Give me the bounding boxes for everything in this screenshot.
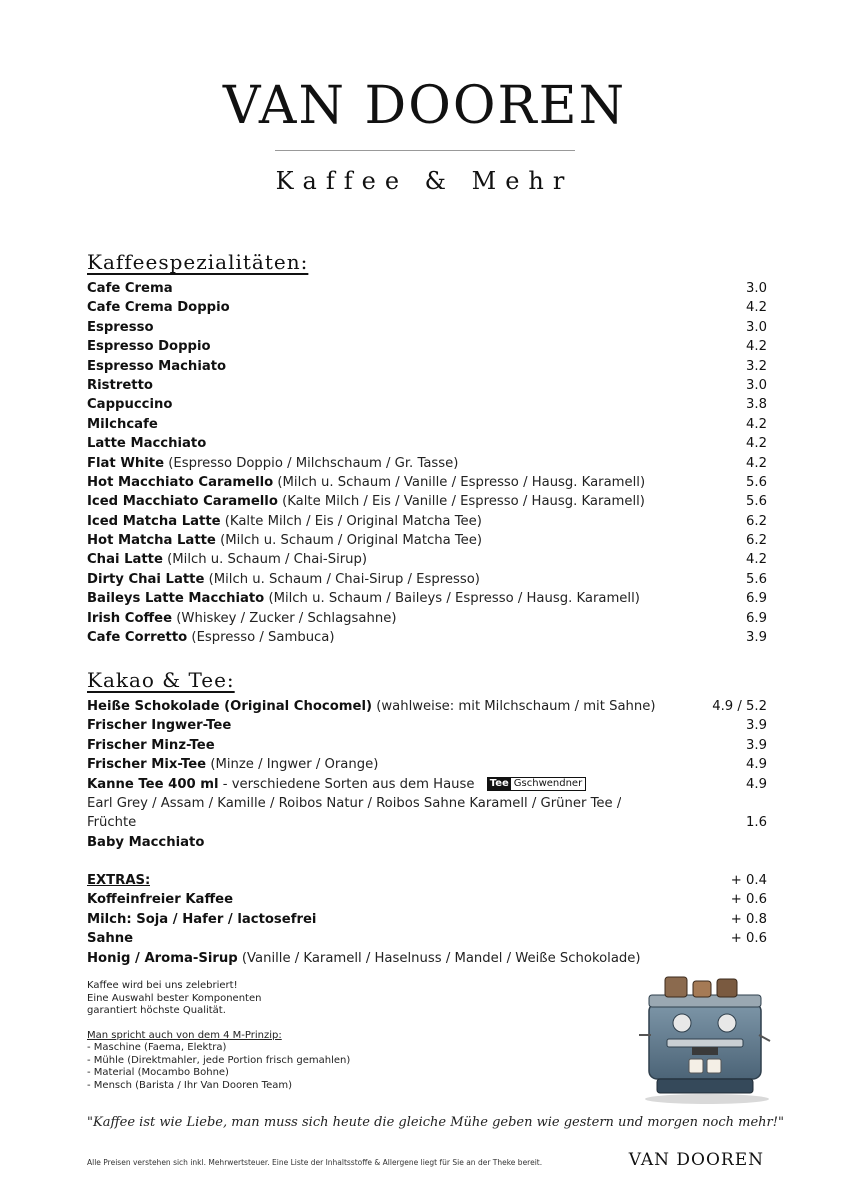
item-desc: - verschiedene Sorten aus dem Hause [222,776,475,792]
menu-item [87,531,767,550]
item-price: 5.6 [746,494,767,510]
item-desc: (Kalte Milch / Eis / Vanille / Espresso / Hausg. Karamell) [282,494,645,510]
item-price: 5.6 [746,571,767,587]
item-name: Ristretto [87,377,153,393]
item-price: 3.9 [746,630,767,646]
menu-item [87,736,767,755]
item-desc: (Espresso Doppio / Milchschaum / Gr. Tasse) [168,455,459,471]
item-text [87,550,367,569]
menu-item [87,929,767,948]
item-text [87,473,645,492]
kakao-items [87,697,767,775]
notes-line: Eine Auswahl bester Komponenten [87,992,262,1004]
item-name: Espresso Doppio [87,339,211,355]
item-price: 4.2 [746,300,767,316]
item-name: Iced Matcha Latte [87,513,221,529]
item-text [87,910,316,929]
item-name: Milch: Soja / Hafer / lactosefrei [87,911,317,927]
item-text [87,318,154,337]
item-desc: (Milch u. Schaum / Chai-Sirup / Espresso) [208,571,480,587]
menu-item [87,949,767,968]
item-price: 3.0 [746,281,767,296]
item-price: 4.2 [746,416,767,432]
item-name: Frischer Minz-Tee [87,737,215,753]
menu-item [87,550,767,569]
footer-brand: VAN DOOREN [628,1150,764,1170]
item-price: 6.2 [746,533,767,549]
item-desc: (Milch u. Schaum / Baileys / Espresso / Hausg. Karamell) [268,591,640,607]
item-price: 4.2 [746,436,767,452]
section-heading-kakao: Kakao & Tee: [87,668,235,692]
kanne-fruechte: Früchte [87,815,137,831]
item-name: Koffeinfreier Kaffee [87,892,234,908]
item-desc: (Milch u. Schaum / Original Matcha Tee) [220,533,483,549]
item-price: 4.2 [746,455,767,471]
item-name: Irish Coffee [87,610,173,626]
item-price: 6.9 [746,591,767,607]
item-price: + 0.8 [730,911,767,927]
menu-item [87,697,767,716]
item-text [87,531,482,550]
prinzip-item: - Mühle (Direktmahler, jede Portion frisch gemahlen) [87,1054,351,1066]
item-name: Cafe Corretto [87,630,188,646]
item-price: 3.9 [746,718,767,734]
item-name: Cafe Crema Doppio [87,300,230,316]
logo-gschwendner: Gschwendner [513,777,583,789]
item-price: + 0.6 [730,892,767,908]
menu-item [87,279,767,298]
fruechte-row [87,813,767,832]
item-price: 4.9 / 5.2 [712,699,767,714]
item-name: Kanne Tee 400 ml [87,776,219,792]
item-text [87,415,158,434]
item-text [87,949,641,968]
item-desc: (Kalte Milch / Eis / Original Matcha Tee) [224,513,482,529]
item-name: Flat White [87,455,165,471]
item-desc: (Vanille / Karamell / Haselnuss / Mandel / Weiße Schokolade) [241,950,641,966]
section-heading-kaffee: Kaffeespezialitäten: [87,250,309,274]
item-text [87,512,482,531]
menu-item [87,318,767,337]
item-name: Iced Macchiato Caramello [87,494,278,510]
menu-item [87,376,767,395]
item-name: Espresso [87,319,154,335]
extras-items [87,890,767,968]
extras-heading-row [87,871,767,890]
item-price: + 0.6 [730,931,767,947]
kanne-sorts-row [87,794,767,813]
item-price: 3.0 [746,319,767,335]
menu-item [87,716,767,735]
menu-item [87,473,767,492]
item-price: 4.2 [746,339,767,355]
item-text [87,337,211,356]
item-text [87,376,153,395]
item-name: Frischer Ingwer-Tee [87,718,232,734]
menu-item [87,395,767,414]
item-desc: (Espresso / Sambuca) [191,630,335,646]
menu-item [87,628,767,647]
item-name: Cappuccino [87,397,173,413]
item-price: 4.9 [746,757,767,773]
item-text [87,279,173,298]
item-text [87,492,645,511]
item-text [87,736,215,755]
notes-intro [87,980,350,1018]
item-text [87,570,480,589]
kanne-sorts: Earl Grey / Assam / Kamille / Roibos Natur / Roibos Sahne Karamell / Grüner Tee / [87,795,622,811]
brand-divider [275,150,575,151]
item-price: 3.2 [746,358,767,374]
menu-item [87,357,767,376]
item-desc: (Minze / Ingwer / Orange) [210,757,379,773]
item-text [87,395,172,414]
tee-gschwendner-logo [487,777,586,791]
extras-list [87,871,767,968]
item-name: Hot Macchiato Caramello [87,474,274,490]
brand-title: VAN DOOREN [222,76,627,136]
menu-item [87,910,767,929]
baby-macchiato-row [87,833,767,852]
brand-subtitle: Kaffee & Mehr [275,167,574,195]
item-name: Latte Macchiato [87,436,207,452]
item-text [87,454,458,473]
item-price: 4.9 [746,776,767,792]
prinzip-list [87,1042,350,1092]
kakao-list [87,697,767,852]
item-text [87,697,656,716]
brand-header [0,76,849,195]
item-desc: (Whiskey / Zucker / Schlagsahne) [176,610,397,626]
menu-item [87,492,767,511]
item-name: Heiße Schokolade (Original Chocomel) [87,699,373,714]
menu-item [87,298,767,317]
kaffee-list [87,279,767,647]
item-text [87,434,206,453]
extras-heading: EXTRAS: [87,873,151,888]
menu-item [87,609,767,628]
item-text [87,589,640,608]
item-desc: (Milch u. Schaum / Vanille / Espresso / Hausg. Karamell) [277,474,646,490]
item-text [87,628,335,647]
item-name: Sahne [87,931,134,947]
prinzip-item: - Mensch (Barista / Ihr Van Dooren Team) [87,1079,293,1091]
espresso-machine-icon [637,975,772,1105]
item-name: Chai Latte [87,552,163,568]
menu-item [87,434,767,453]
item-text [87,775,586,794]
menu-item [87,589,767,608]
item-name: Frischer Mix-Tee [87,757,207,773]
item-price: 1.6 [746,815,767,831]
menu-item [87,415,767,434]
quote: "Kaffee ist wie Liebe, man muss sich heute die gleiche Mühe geben wie gestern und morgen noch mehr!" [87,1115,784,1130]
item-name: Cafe Crema [87,281,173,296]
item-price: 3.0 [746,377,767,393]
prinzip-item: - Maschine (Faema, Elektra) [87,1042,227,1053]
item-text [87,929,133,948]
item-text [87,716,231,735]
item-price: 5.6 [746,474,767,490]
item-name: Baby Macchiato [87,834,205,850]
item-text [87,755,378,774]
item-text [87,357,226,376]
notes-line: garantiert höchste Qualität. [87,1005,226,1016]
item-name: Hot Matcha Latte [87,533,216,549]
item-price: 3.8 [746,397,767,413]
menu-item [87,337,767,356]
item-text [87,298,230,317]
item-text [87,890,233,909]
notes-line: Kaffee wird bei uns zelebriert! [87,980,238,991]
prinzip-item: - Material (Mocambo Bohne) [87,1067,229,1078]
item-price [707,949,767,968]
item-name: Honig / Aroma-Sirup [87,950,238,966]
logo-tee: Tee [489,777,509,789]
item-name: Espresso Machiato [87,358,227,374]
item-price: 4.2 [746,552,767,568]
item-name: Milchcafe [87,416,158,432]
item-price: 6.2 [746,513,767,529]
menu-item [87,890,767,909]
item-desc: (wahlweise: mit Milchschaum / mit Sahne) [376,699,656,714]
menu-item [87,570,767,589]
prinzip-title: Man spricht auch von dem 4 M-Prinzip: [87,1029,282,1041]
item-price: 3.9 [746,737,767,753]
extras-heading-price: + 0.4 [730,873,767,888]
item-desc: (Milch u. Schaum / Chai-Sirup) [167,552,368,568]
menu-item [87,454,767,473]
item-price: 6.9 [746,610,767,626]
item-name: Baileys Latte Macchiato [87,591,265,607]
notes-block [87,980,350,1092]
item-text [87,609,396,628]
item-name: Dirty Chai Latte [87,571,205,587]
kanne-row [87,775,767,794]
menu-item [87,755,767,774]
footer-text: Alle Preisen verstehen sich inkl. Mehrwertsteuer. Eine Liste der Inhaltsstoffe & Allergene liegt für Sie an der Theke bereit. [87,1158,543,1167]
menu-item [87,512,767,531]
